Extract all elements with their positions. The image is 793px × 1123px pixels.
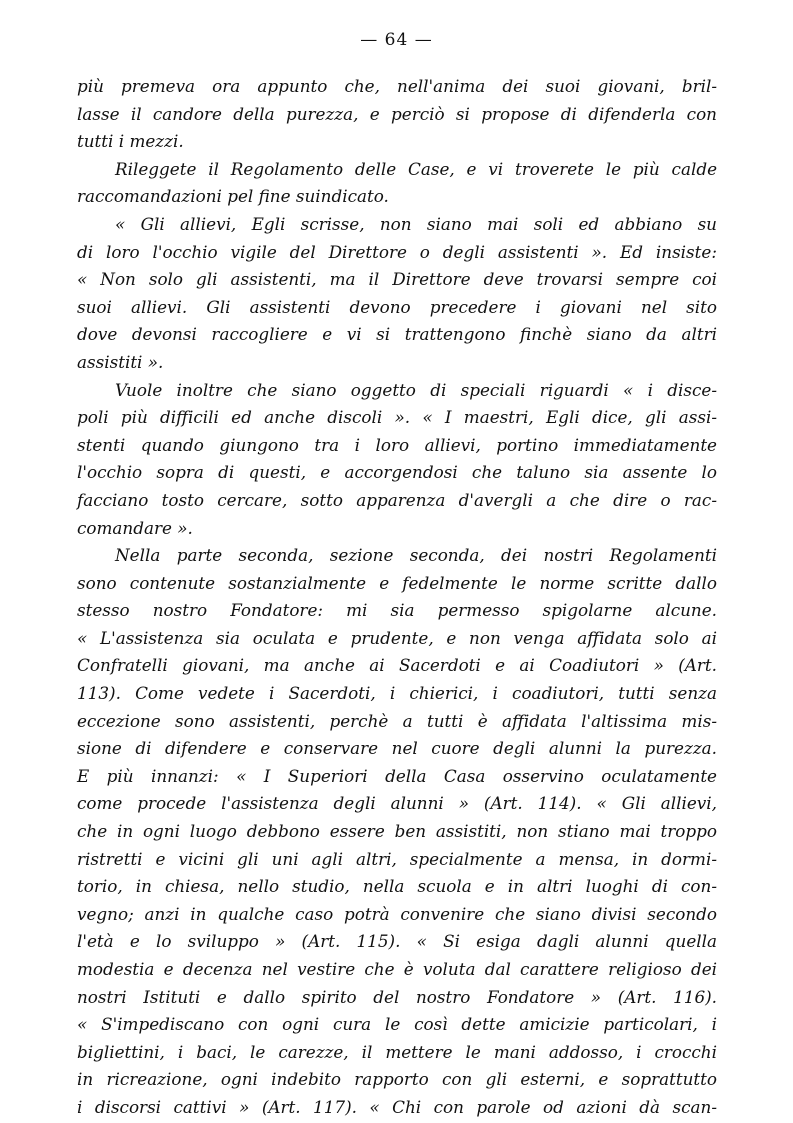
text-line: come procede l'assistenza degli alunni » (Art. 114). « Gli allievi, bbox=[77, 793, 717, 814]
text-line: stenti quando giungono tra i loro allievi, portino immediatamente bbox=[77, 434, 717, 455]
text-line: torio, in chiesa, nello studio, nella scuola e in altri luoghi di con- bbox=[77, 876, 717, 897]
text-line: Rileggete il Regolamento delle Case, e vi troverete le più calde bbox=[115, 158, 717, 179]
text-line: « Gli allievi, Egli scrisse, non siano mai soli ed abbiano su bbox=[115, 213, 717, 234]
text-line: che in ogni luogo debbono essere ben assistiti, non stiano mai troppo bbox=[77, 821, 717, 842]
text-line: 113). Come vedete i Sacerdoti, i chierici, i coadiutori, tutti senza bbox=[77, 683, 717, 704]
text-line: tutti i mezzi. bbox=[77, 131, 184, 152]
text-line: vegno; anzi in qualche caso potrà convenire che siano divisi secondo bbox=[77, 903, 717, 924]
text-line: « S'impediscano con ogni cura le così dette amicizie particolari, i bbox=[77, 1014, 717, 1035]
text-line: Confratelli giovani, ma anche ai Sacerdoti e ai Coadiutori » (Art. bbox=[77, 655, 717, 676]
text-line: raccomandazioni pel fine suindicato. bbox=[77, 186, 389, 207]
text-line: sono contenute sostanzialmente e fedelmente le norme scritte dallo bbox=[77, 572, 717, 593]
text-line: più premeva ora appunto che, nell'anima dei suoi giovani, bril- bbox=[77, 76, 717, 96]
text-line: bigliettini, i baci, le carezze, il mettere le mani addosso, i crocchi bbox=[77, 1041, 717, 1062]
text-line: dove devonsi raccogliere e vi si trattengono finchè siano da altri bbox=[77, 324, 717, 345]
text-line: assistiti ». bbox=[77, 351, 164, 372]
text-line: « L'assistenza sia oculata e prudente, e non venga affidata solo ai bbox=[77, 627, 717, 648]
text-line: suoi allievi. Gli assistenti devono precedere i giovani nel sito bbox=[77, 296, 717, 317]
text-line: l'occhio sopra di questi, e accorgendosi che taluno sia assente lo bbox=[77, 462, 717, 483]
body-text bbox=[77, 73, 717, 1122]
text-line: nostri Istituti e dallo spirito del nostro Fondatore » (Art. 116). bbox=[77, 986, 717, 1007]
text-line: Vuole inoltre che siano oggetto di speciali riguardi « i disce- bbox=[115, 379, 717, 400]
text-line: Nella parte seconda, sezione seconda, dei nostri Regolamenti bbox=[115, 545, 717, 566]
text-line: di loro l'occhio vigile del Direttore o degli assistenti ». Ed insiste: bbox=[77, 241, 717, 262]
text-line: « Non solo gli assistenti, ma il Direttore deve trovarsi sempre coi bbox=[77, 269, 717, 290]
text-line: ristretti e vicini gli uni agli altri, specialmente a mensa, in dormi- bbox=[77, 848, 717, 869]
text-line: comandare ». bbox=[77, 517, 193, 538]
text-line: eccezione sono assistenti, perchè a tutti è affidata l'altissima mis- bbox=[77, 710, 717, 731]
text-line: l'età e lo sviluppo » (Art. 115). « Si esiga dagli alunni quella bbox=[77, 931, 717, 952]
text-line: in ricreazione, ogni indebito rapporto con gli esterni, e soprattutto bbox=[77, 1069, 717, 1090]
text-line: E più innanzi: « I Superiori della Casa osservino oculatamente bbox=[77, 765, 717, 786]
text-line: poli più difficili ed anche discoli ». « I maestri, Egli dice, gli assi- bbox=[77, 407, 717, 428]
text-line: stesso nostro Fondatore: mi sia permesso spigolarne alcune. bbox=[77, 600, 717, 621]
text-line: sione di difendere e conservare nel cuore degli alunni la purezza. bbox=[77, 738, 717, 759]
page-number: — 64 — bbox=[360, 30, 433, 50]
text-line: modestia e decenza nel vestire che è voluta dal carattere religioso dei bbox=[77, 959, 717, 979]
text-line: facciano tosto cercare, sotto apparenza d'avergli a che dire o rac- bbox=[77, 489, 717, 510]
text-line: i discorsi cattivi » (Art. 117). « Chi con parole od azioni dà scan- bbox=[77, 1096, 717, 1117]
text-line: lasse il candore della purezza, e perciò si propose di difenderla con bbox=[77, 103, 717, 124]
